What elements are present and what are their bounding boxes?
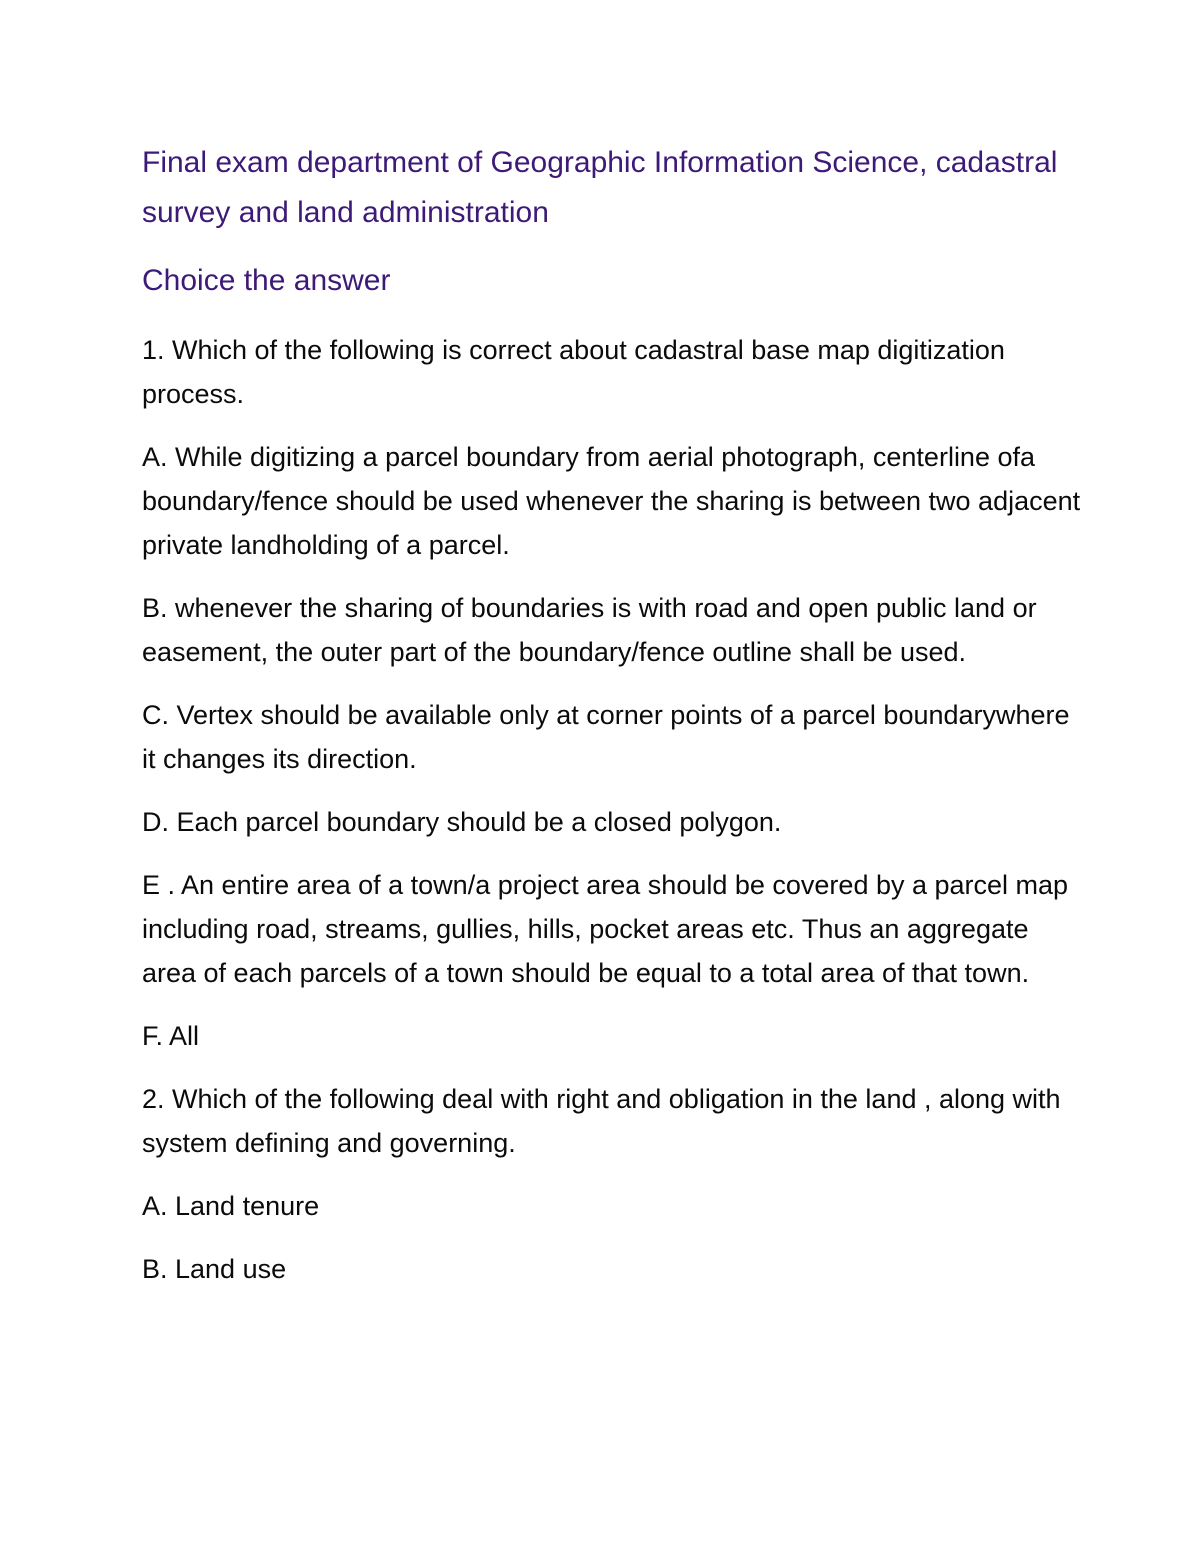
- question-1-option-f: F. All: [142, 1021, 200, 1051]
- question-1-option-a: A. While digitizing a parcel boundary from aerial photograph, centerline ofa boundary/fence should be used whenever the sharing is between two adjacent private landholding of a parcel.: [142, 442, 1081, 560]
- question-1: 1. Which of the following is correct about cadastral base map digitization process.: [142, 335, 1005, 409]
- exam-document: [142, 138, 1082, 1291]
- question-1-option-c: C. Vertex should be available only at corner points of a parcel boundarywhere it changes its direction.: [142, 700, 1070, 774]
- question-2-option-a: A. Land tenure: [142, 1191, 320, 1221]
- question-1-option-e: E . An entire area of a town/a project area should be covered by a parcel map including road, streams, gullies, hills, pocket areas etc. Thus an aggregate area of each parcels of a town should be equal to a total area of that town.: [142, 870, 1069, 988]
- document-title: Final exam department of Geographic Information Science, cadastral survey and land administration: [142, 146, 1058, 229]
- instruction-heading: Choice the answer: [142, 264, 391, 297]
- question-1-option-b: B. whenever the sharing of boundaries is with road and open public land or easement, the outer part of the boundary/fence outline shall be used.: [142, 593, 1037, 667]
- question-1-option-d: D. Each parcel boundary should be a closed polygon.: [142, 807, 782, 837]
- question-2-option-b: B. Land use: [142, 1254, 287, 1284]
- question-2: 2. Which of the following deal with right and obligation in the land , along with system defining and governing.: [142, 1084, 1061, 1158]
